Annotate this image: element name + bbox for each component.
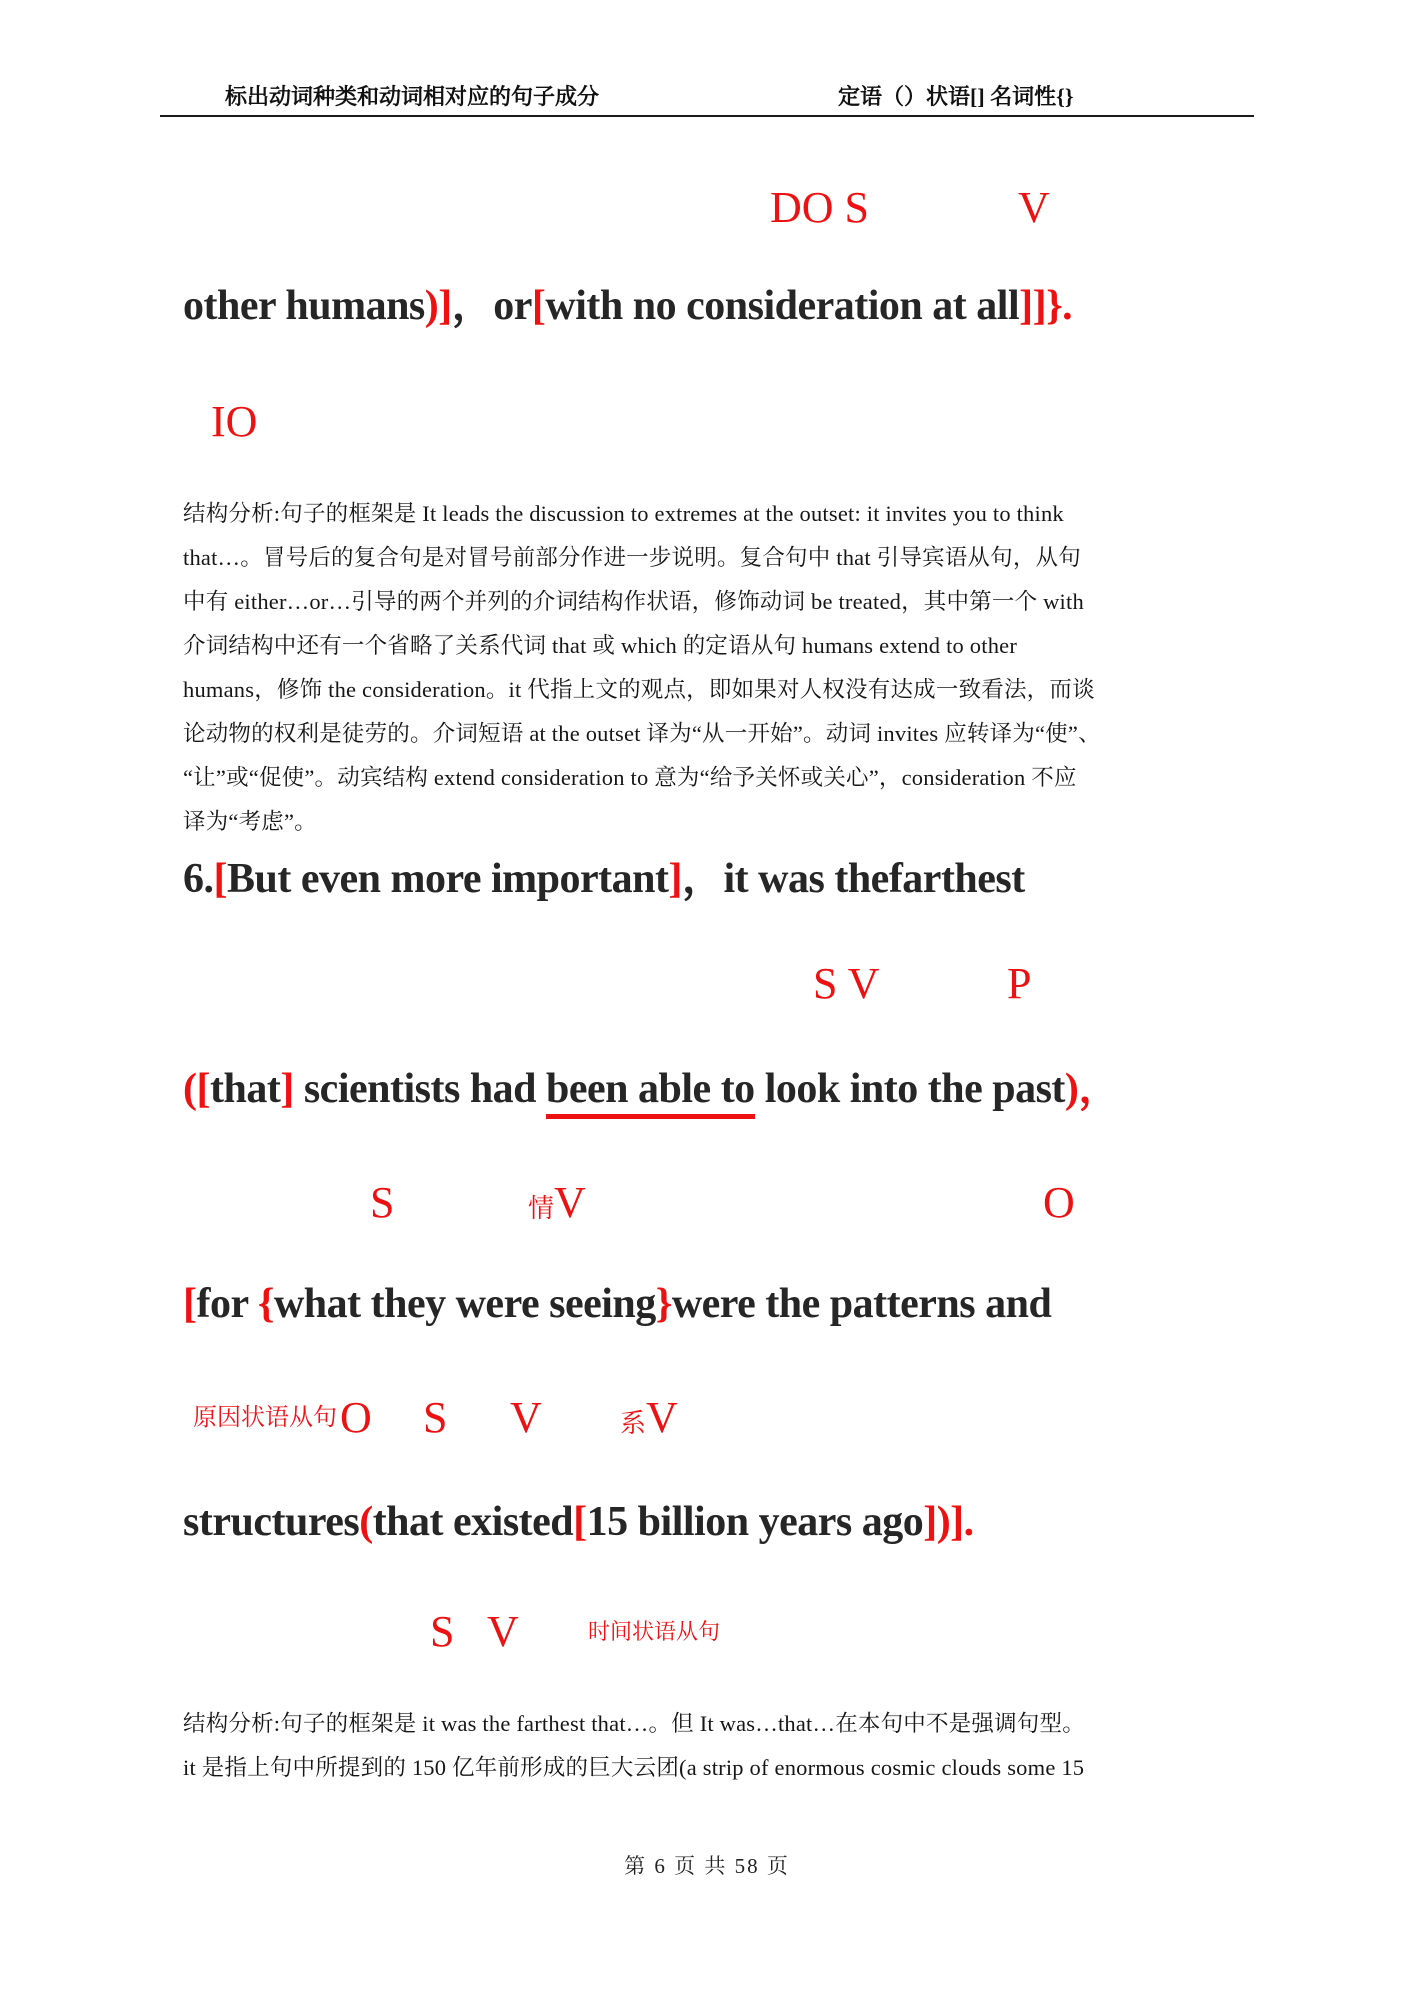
text-segment: ，it was thefarthest [682, 856, 1025, 902]
annotation-subject: S [370, 1178, 395, 1227]
red-brace: { [257, 1281, 274, 1327]
red-brace: } [655, 1281, 672, 1327]
sentence6-text-line4 [183, 1498, 974, 1546]
text-segment: other humans [183, 283, 425, 329]
analysis-line: 译为“考虑”。 [183, 809, 317, 834]
red-bracket: )， [1064, 1066, 1120, 1112]
annotation-direct-object-subject: DO S [770, 183, 870, 232]
text-segment: for [196, 1281, 258, 1327]
underlined-verb-phrase: been able to [546, 1066, 755, 1119]
annotation-linking-verb [620, 1393, 678, 1442]
red-bracket: ([ [183, 1066, 210, 1112]
analysis-line: that…。冒号后的复合句是对冒号前部分作进一步说明。复合句中 that 引导宾语从句，从句 [183, 545, 1081, 570]
header-divider [160, 115, 1254, 117]
red-bracket: ] [280, 1066, 294, 1112]
verb-label: V [646, 1393, 678, 1442]
modal-label: 情 [528, 1194, 555, 1223]
page-number-footer: 第 6 页 共 58 页 [624, 1854, 790, 1878]
text-segment: what they were seeing [273, 1281, 656, 1327]
text-segment: that existed [372, 1499, 574, 1545]
red-bracket: ] [668, 856, 682, 902]
sentence6-heading-line [183, 855, 1025, 903]
header-left-title: 标出动词种类和动词相对应的句子成分 [225, 84, 600, 109]
annotation-reason-adverbial-clause: 原因状语从句 [193, 1405, 337, 1431]
text-segment: with no consideration at all [545, 283, 1020, 329]
text-segment: that [209, 1066, 281, 1112]
sentence6-analysis-paragraph [183, 1702, 1085, 1790]
analysis-line: 论动物的权利是徒劳的。介词短语 at the outset 译为“从一开始”。动词 invites 应转译为“使”、 [183, 721, 1101, 746]
red-bracket: [ [213, 856, 227, 902]
annotation-subject: S [423, 1393, 448, 1442]
analysis-line: 结构分析:句子的框架是 It leads the discussion to extremes at the outset: it invites you to think [183, 501, 1064, 526]
item-number: 6. [183, 856, 214, 902]
text-segment: But even more important [227, 856, 669, 902]
analysis-line: 结构分析:句子的框架是 it was the farthest that…。但 It was…that…在本句中不是强调句型。 [183, 1711, 1085, 1736]
red-bracket: ])]. [923, 1499, 974, 1545]
header-right-legend: 定语（）状语[] 名词性{} [838, 84, 1074, 109]
analysis-line: 介词结构中还有一个省略了关系代词 that 或 which 的定语从句 humans extend to other [183, 633, 1018, 658]
annotation-object: O [1043, 1178, 1075, 1227]
annotation-subject-verb: S V [813, 959, 880, 1008]
text-segment: were the patterns and [671, 1281, 1052, 1327]
sentence5-text-line [183, 282, 1072, 330]
annotation-indirect-object: IO [211, 397, 258, 446]
text-segment: look into the past [754, 1066, 1065, 1112]
annotation-modal-verb [528, 1178, 586, 1227]
red-bracket: )] [424, 283, 452, 329]
analysis-line: “让”或“促使”。动宾结构 extend consideration to 意为“给予关怀或关心”，consideration 不应 [183, 765, 1077, 790]
annotation-verb: V [1018, 183, 1050, 232]
linking-label: 系 [620, 1409, 647, 1438]
text-segment: ，or [451, 283, 532, 329]
sentence6-text-line2 [183, 1065, 1120, 1113]
red-paren: ( [359, 1499, 373, 1545]
annotation-verb: V [487, 1607, 519, 1656]
verb-label: V [554, 1178, 586, 1227]
text-segment: structures [183, 1499, 360, 1545]
analysis-line: it 是指上句中所提到的 150 亿年前形成的巨大云团(a strip of enormous cosmic clouds some 15 [183, 1755, 1085, 1780]
annotation-time-adverbial-clause: 时间状语从句 [588, 1619, 721, 1644]
text-segment: scientists had [293, 1066, 547, 1112]
red-bracket: [ [531, 283, 546, 329]
red-bracket: [ [183, 1281, 197, 1327]
annotation-predicative: P [1007, 959, 1032, 1008]
analysis-line: humans，修饰 the consideration。it 代指上文的观点，即如果对人权没有达成一致看法，而谈 [183, 677, 1095, 702]
annotation-object: O [340, 1393, 372, 1442]
red-bracket: ]]}. [1019, 283, 1073, 329]
sentence6-text-line3 [183, 1280, 1051, 1328]
annotation-verb: V [510, 1393, 542, 1442]
red-bracket: [ [573, 1499, 587, 1545]
annotation-subject: S [430, 1607, 455, 1656]
text-segment: 15 billion years ago [586, 1499, 924, 1545]
analysis-line: 中有 either…or…引导的两个并列的介词结构作状语，修饰动词 be treated，其中第一个 with [183, 589, 1084, 614]
sentence5-analysis-paragraph [183, 492, 1101, 844]
